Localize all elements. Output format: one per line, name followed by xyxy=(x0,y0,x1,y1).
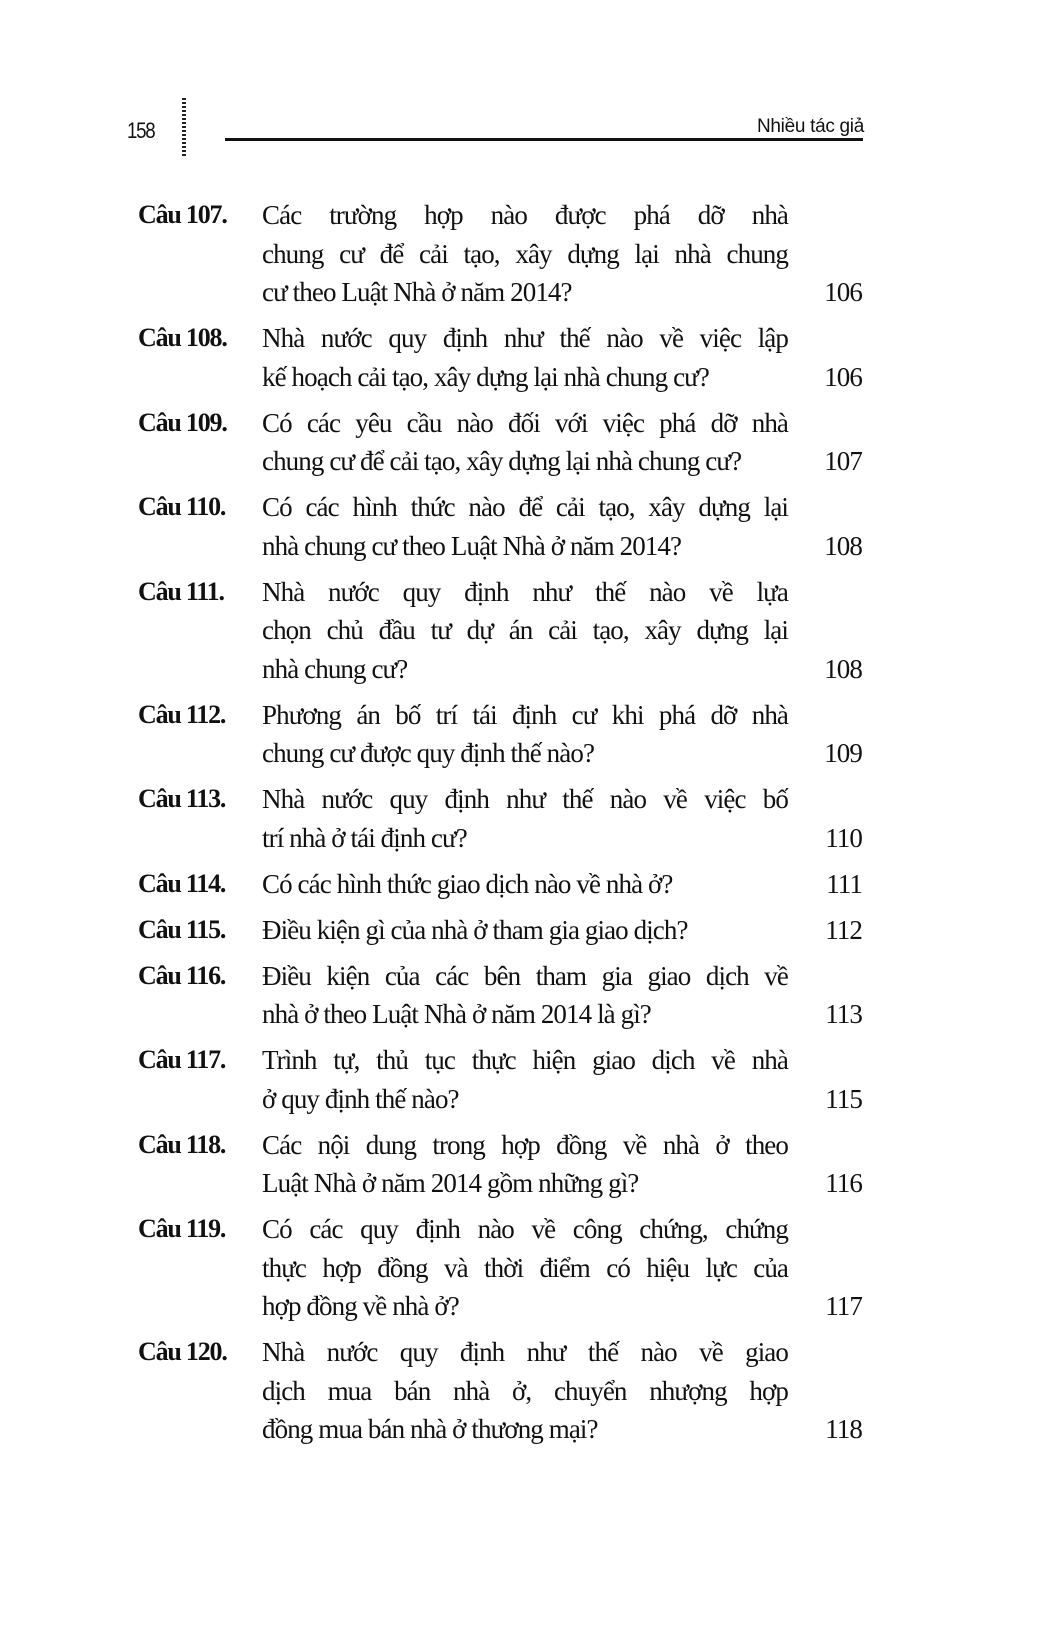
entry-label: Câu 119. xyxy=(138,1214,226,1243)
entry-title-line: Các trường hợp nào được phá dỡ nhà xyxy=(262,200,788,230)
toc-entry xyxy=(138,865,862,904)
toc-entry xyxy=(138,488,862,565)
entry-title-line: Nhà nước quy định như thế nào về giao xyxy=(262,1337,788,1367)
entry-title-line: hợp đồng về nhà ở? xyxy=(262,1291,459,1321)
entry-title-line: Các nội dung trong hợp đồng về nhà ở theo xyxy=(262,1129,788,1160)
entry-title xyxy=(262,573,788,689)
header-rule xyxy=(225,138,863,141)
entry-title xyxy=(262,1333,788,1449)
entry-label: Câu 112. xyxy=(138,699,226,729)
toc-entry xyxy=(138,780,862,857)
entry-title xyxy=(262,319,788,396)
entry-title xyxy=(262,196,788,312)
entry-title-line: Có các quy định nào về công chứng, chứng xyxy=(262,1214,788,1244)
entry-label: Câu 115. xyxy=(138,914,226,944)
toc-entry xyxy=(138,196,862,312)
toc-entry xyxy=(138,1333,862,1449)
entry-label: Câu 113. xyxy=(138,784,226,813)
entry-title-line: đồng mua bán nhà ở thương mại? xyxy=(262,1414,598,1444)
entry-label: Câu 116. xyxy=(138,960,226,990)
entry-title-line: Phương án bố trí tái định cư khi phá dỡ nhà xyxy=(262,699,788,730)
entry-title-line: Nhà nước quy định như thế nào về việc bố xyxy=(262,784,788,814)
entry-page-number: 110 xyxy=(825,822,862,853)
toc-entry xyxy=(138,319,862,396)
entry-page-number: 108 xyxy=(824,530,862,561)
entry-title-line: thực hợp đồng và thời điểm có hiệu lực của xyxy=(262,1252,788,1283)
entry-title-line: chung cư để cải tạo, xây dựng lại nhà chung xyxy=(262,238,788,269)
entry-page-number: 111 xyxy=(826,868,862,899)
entry-title xyxy=(262,1210,788,1326)
entry-page-number: 115 xyxy=(825,1083,862,1114)
entry-title xyxy=(262,488,788,565)
entry-title xyxy=(262,1041,788,1118)
entry-page-number: 106 xyxy=(824,277,862,307)
decorative-chain-divider xyxy=(182,98,186,156)
entry-title xyxy=(262,404,788,481)
entry-page-number: 116 xyxy=(825,1168,862,1198)
entry-label: Câu 117. xyxy=(138,1045,226,1074)
entry-label: Câu 109. xyxy=(138,407,227,437)
entry-title-line: Có các hình thức nào để cải tạo, xây dựng lại xyxy=(262,492,788,522)
entry-title-line: nhà ở theo Luật Nhà ở năm 2014 là gì? xyxy=(262,999,651,1029)
entry-title xyxy=(262,1126,788,1203)
entry-label: Câu 107. xyxy=(138,200,227,229)
toc-entry xyxy=(138,573,862,689)
entry-title-line: trí nhà ở tái định cư? xyxy=(262,822,467,853)
entry-title-line: Điều kiện gì của nhà ở tham gia giao dịch? xyxy=(262,914,688,945)
entry-label: Câu 118. xyxy=(138,1129,226,1159)
entry-title-line: dịch mua bán nhà ở, chuyển nhượng hợp xyxy=(262,1375,788,1406)
entry-page-number: 109 xyxy=(824,738,862,768)
entry-title-line: chung cư được quy định thế nào? xyxy=(262,738,595,768)
entry-title xyxy=(262,911,788,950)
toc-entry xyxy=(138,1041,862,1118)
entry-title xyxy=(262,696,788,773)
entry-title-line: Có các hình thức giao dịch nào về nhà ở? xyxy=(262,868,673,899)
entry-title xyxy=(262,865,788,904)
entry-page-number: 108 xyxy=(824,653,862,684)
entry-page-number: 112 xyxy=(825,914,862,945)
table-of-contents xyxy=(138,196,862,1456)
entry-title-line: cư theo Luật Nhà ở năm 2014? xyxy=(262,277,572,307)
entry-title-line: Nhà nước quy định như thế nào về việc lập xyxy=(262,323,788,353)
entry-title-line: Điều kiện của các bên tham gia giao dịch về xyxy=(262,960,788,991)
entry-page-number: 113 xyxy=(825,999,862,1029)
entry-title-line: Trình tự, thủ tục thực hiện giao dịch về nhà xyxy=(262,1045,788,1075)
entry-title-line: nhà chung cư? xyxy=(262,653,408,684)
entry-page-number: 118 xyxy=(825,1414,862,1444)
running-head: Nhiều tác giả xyxy=(756,116,864,137)
toc-entry xyxy=(138,911,862,950)
toc-entry xyxy=(138,1126,862,1203)
toc-entry xyxy=(138,696,862,773)
toc-entry xyxy=(138,404,862,481)
entry-title-line: kế hoạch cải tạo, xây dựng lại nhà chung cư? xyxy=(262,361,709,392)
entry-label: Câu 111. xyxy=(138,576,224,606)
entry-title-line: Nhà nước quy định như thế nào về lựa xyxy=(262,576,788,607)
entry-title xyxy=(262,780,788,857)
toc-entry xyxy=(138,1210,862,1326)
entry-page-number: 106 xyxy=(824,361,862,392)
entry-label: Câu 108. xyxy=(138,323,227,352)
entry-title-line: chung cư để cải tạo, xây dựng lại nhà chung cư? xyxy=(262,446,742,476)
entry-title-line: Có các yêu cầu nào đối với việc phá dỡ nhà xyxy=(262,407,788,438)
entry-label: Câu 120. xyxy=(138,1337,227,1366)
entry-title xyxy=(262,957,788,1034)
entry-title-line: Luật Nhà ở năm 2014 gồm những gì? xyxy=(262,1168,639,1198)
entry-title-line: nhà chung cư theo Luật Nhà ở năm 2014? xyxy=(262,530,682,561)
entry-page-number: 117 xyxy=(825,1291,862,1321)
entry-label: Câu 110. xyxy=(138,492,226,521)
entry-title-line: ở quy định thế nào? xyxy=(262,1083,459,1114)
toc-entry xyxy=(138,957,862,1034)
entry-title-line: chọn chủ đầu tư dự án cải tạo, xây dựng lại xyxy=(262,615,788,645)
page-number: 158 xyxy=(127,118,155,143)
entry-page-number: 107 xyxy=(824,446,862,476)
entry-label: Câu 114. xyxy=(138,868,226,898)
